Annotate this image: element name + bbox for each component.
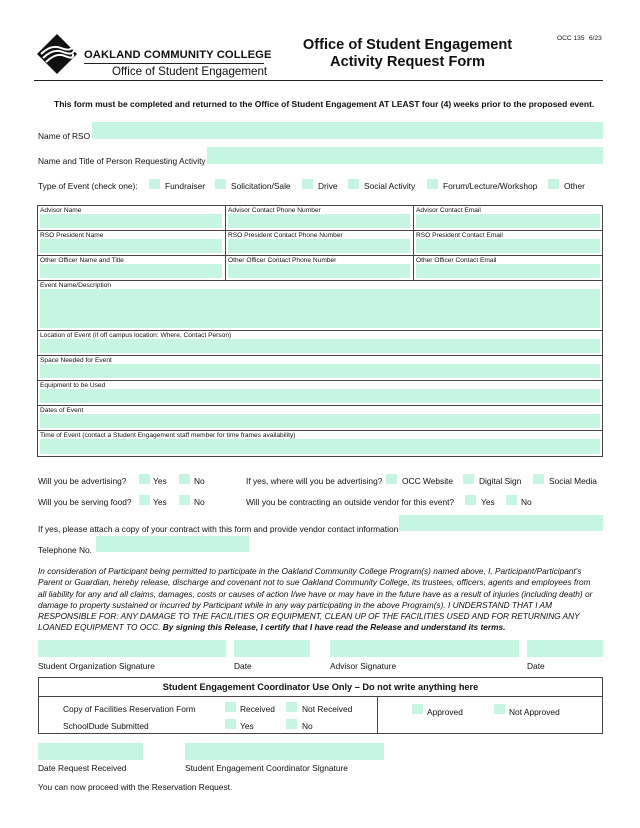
requester-label: Name and Title of Person Requesting Activity	[38, 156, 206, 166]
dates-label: Dates of Event	[40, 407, 84, 414]
date-received-field[interactable]	[38, 743, 143, 760]
event-type-checkbox[interactable]	[427, 179, 438, 189]
schooldude-no-label: No	[302, 721, 313, 731]
college-subtitle: Office of Student Engagement	[112, 65, 268, 78]
approved-checkbox[interactable]	[412, 704, 423, 714]
vendor-yes-label: Yes	[481, 497, 495, 507]
vendor-no-checkbox[interactable]	[506, 495, 517, 505]
table-rule	[37, 405, 603, 406]
where-advertising-label: If yes, where will you be advertising?	[246, 476, 383, 486]
location-field[interactable]	[40, 339, 600, 353]
not-received-label: Not Received	[302, 704, 353, 714]
notice: This form must be completed and returned to the Office of Student Engagement AT LEAST four (4) weeks prior to the proposed event.	[54, 99, 595, 109]
advisor-phone-label: Advisor Contact Phone Number	[228, 207, 321, 214]
advertising-yes-checkbox[interactable]	[139, 474, 150, 484]
event-type-option: Other	[564, 181, 585, 191]
event-type-option: Drive	[318, 181, 338, 191]
equipment-field[interactable]	[40, 389, 600, 403]
advertising-label: Will you be advertising?	[38, 476, 127, 486]
schooldude-no-checkbox[interactable]	[286, 719, 297, 729]
coordinator-col-rule	[377, 696, 378, 734]
schooldude-yes-label: Yes	[240, 721, 254, 731]
food-yes-label: Yes	[153, 497, 167, 507]
release-body: In consideration of Participant being permitted to participate in the Oakland Community College Program(s) named above, I, Participant/Participant's Parent or Guardian, hereby release, discharge and covenant not to sue Oakland Community College, its trustees, officers, agents and employees from all liability for any and all claims, damages, costs or causes of action I/we have or may have in the future have as a result of injuries (including death) or damage to property sustained or incurred by Participant while in any way participating in the above Program(s). I UNDERSTAND THAT I AM RESPONSIBLE FOR: ANY DAMAGE TO THE FACILITIES OR EQUIPMENT, CLEAN UP OF THE FACILITIES USED AND FOR RETURNING ANY LOANED EQUIPMENT TO OCC.	[38, 566, 593, 633]
digital-sign-checkbox[interactable]	[463, 474, 474, 484]
advertising-no-label: No	[194, 476, 205, 486]
student-org-signature-field[interactable]	[38, 640, 226, 657]
officer-email-label: Other Officer Contact Email	[416, 257, 497, 264]
advisor-name-label: Advisor Name	[40, 207, 82, 214]
event-name-label: Event Name/Description	[40, 282, 112, 289]
received-label: Received	[240, 704, 275, 714]
food-label: Will you be serving food?	[38, 497, 132, 507]
event-name-field[interactable]	[40, 289, 600, 328]
social-media-label: Social Media	[549, 476, 597, 486]
table-rule	[37, 430, 603, 431]
form-title-line2: Activity Request Form	[330, 54, 485, 70]
student-org-signature-label: Student Organization Signature	[38, 661, 155, 671]
officer-name-label: Other Officer Name and Title	[40, 257, 124, 264]
contract-label: If yes, please attach a copy of your contract with this form and provide vendor contact information	[38, 524, 399, 534]
event-type-option: Forum/Lecture/Workshop	[443, 181, 538, 191]
schooldude-label: SchoolDude Submitted	[63, 721, 149, 731]
logo-divider	[84, 63, 264, 64]
table-rule	[37, 280, 603, 281]
release-certify: By signing this Release, I certify that I have read the Release and understand its terms.	[162, 622, 506, 633]
advertising-yes-label: Yes	[153, 476, 167, 486]
event-type-checkbox[interactable]	[215, 179, 226, 189]
vendor-info-field[interactable]	[399, 515, 603, 531]
advisor-phone-field[interactable]	[228, 214, 410, 228]
table-rule	[37, 330, 603, 331]
location-label: Location of Event (if off campus location: Where, Contact Person)	[40, 332, 232, 339]
space-field[interactable]	[40, 364, 600, 378]
telephone-field[interactable]	[96, 536, 249, 552]
event-type-label: Type of Event (check one):	[38, 181, 138, 191]
event-type-option: Social Activity	[364, 181, 416, 191]
event-type-checkbox[interactable]	[149, 179, 160, 189]
space-label: Space Needed for Event	[40, 357, 112, 364]
table-rule	[37, 380, 603, 381]
advisor-email-field[interactable]	[416, 214, 600, 228]
equipment-label: Equipment to be Used	[40, 382, 106, 389]
food-no-label: No	[194, 497, 205, 507]
officer-phone-field[interactable]	[228, 264, 410, 278]
food-no-checkbox[interactable]	[179, 495, 190, 505]
schooldude-yes-checkbox[interactable]	[225, 719, 236, 729]
rso-name-field[interactable]	[92, 122, 603, 139]
form-code: OCC 135	[557, 35, 585, 42]
food-yes-checkbox[interactable]	[139, 495, 150, 505]
telephone-label: Telephone No.	[38, 545, 93, 555]
president-email-field[interactable]	[416, 239, 600, 253]
vendor-yes-checkbox[interactable]	[465, 495, 476, 505]
advisor-signature-field[interactable]	[330, 640, 519, 657]
president-name-label: RSO President Name	[40, 232, 104, 239]
coordinator-signature-field[interactable]	[185, 743, 384, 760]
event-type-checkbox[interactable]	[302, 179, 313, 189]
not-approved-checkbox[interactable]	[494, 704, 505, 714]
officer-phone-label: Other Officer Contact Phone Number	[228, 257, 337, 264]
not-approved-label: Not Approved	[509, 707, 560, 717]
date1-label: Date	[234, 661, 252, 671]
release-text	[38, 566, 598, 634]
vendor-no-label: No	[521, 497, 532, 507]
coordinator-signature-label: Student Engagement Coordinator Signature	[185, 763, 348, 773]
coordinator-heading: Student Engagement Coordinator Use Only – Do not write anything here	[162, 682, 479, 692]
facilities-label: Copy of Facilities Reservation Form	[63, 704, 196, 714]
advisor-name-field[interactable]	[40, 214, 222, 228]
date-received-label: Date Request Received	[38, 763, 127, 773]
dates-field[interactable]	[40, 414, 600, 428]
date2-label: Date	[527, 661, 545, 671]
president-name-field[interactable]	[40, 239, 222, 253]
table-col-rule	[225, 205, 226, 280]
approved-label: Approved	[427, 707, 463, 717]
table-rule	[37, 355, 603, 356]
received-checkbox[interactable]	[225, 702, 236, 712]
vendor-label: Will you be contracting an outside vendor for this event?	[246, 497, 455, 507]
time-field[interactable]	[40, 439, 600, 454]
table-col-rule	[413, 205, 414, 280]
officer-name-field[interactable]	[40, 264, 222, 278]
time-label: Time of Event (contact a Student Engagement staff member for time frames availability)	[40, 432, 296, 439]
president-email-label: RSO President Contact Email	[416, 232, 503, 239]
college-name: OAKLAND COMMUNITY COLLEGE	[84, 49, 272, 61]
form-date: 6/23	[589, 35, 602, 42]
form-title-line1: Office of Student Engagement	[302, 37, 513, 53]
coordinator-rule	[38, 696, 603, 697]
president-phone-field[interactable]	[228, 239, 410, 253]
occ-website-label: OCC Website	[402, 476, 454, 486]
advisor-signature-label: Advisor Signature	[330, 661, 397, 671]
event-type-checkbox[interactable]	[348, 179, 359, 189]
event-type-checkbox[interactable]	[548, 179, 559, 189]
table-rule	[37, 230, 603, 231]
occ-website-checkbox[interactable]	[386, 474, 397, 484]
digital-sign-label: Digital Sign	[479, 476, 522, 486]
rso-name-label: Name of RSO	[38, 131, 91, 141]
event-type-option: Solicitation/Sale	[231, 181, 291, 191]
social-media-checkbox[interactable]	[533, 474, 544, 484]
occ-logo-icon	[37, 34, 77, 74]
table-rule	[37, 255, 603, 256]
president-phone-label: RSO President Contact Phone Number	[228, 232, 343, 239]
advisor-email-label: Advisor Contact Email	[416, 207, 481, 214]
date1-field[interactable]	[234, 640, 310, 657]
date2-field[interactable]	[527, 640, 603, 657]
not-received-checkbox[interactable]	[286, 702, 297, 712]
officer-email-field[interactable]	[416, 264, 600, 278]
advertising-no-checkbox[interactable]	[179, 474, 190, 484]
event-type-option: Fundraiser	[165, 181, 206, 191]
proceed-note: You can now proceed with the Reservation Request.	[38, 782, 233, 792]
header-rule	[34, 80, 603, 81]
requester-field[interactable]	[207, 147, 603, 164]
